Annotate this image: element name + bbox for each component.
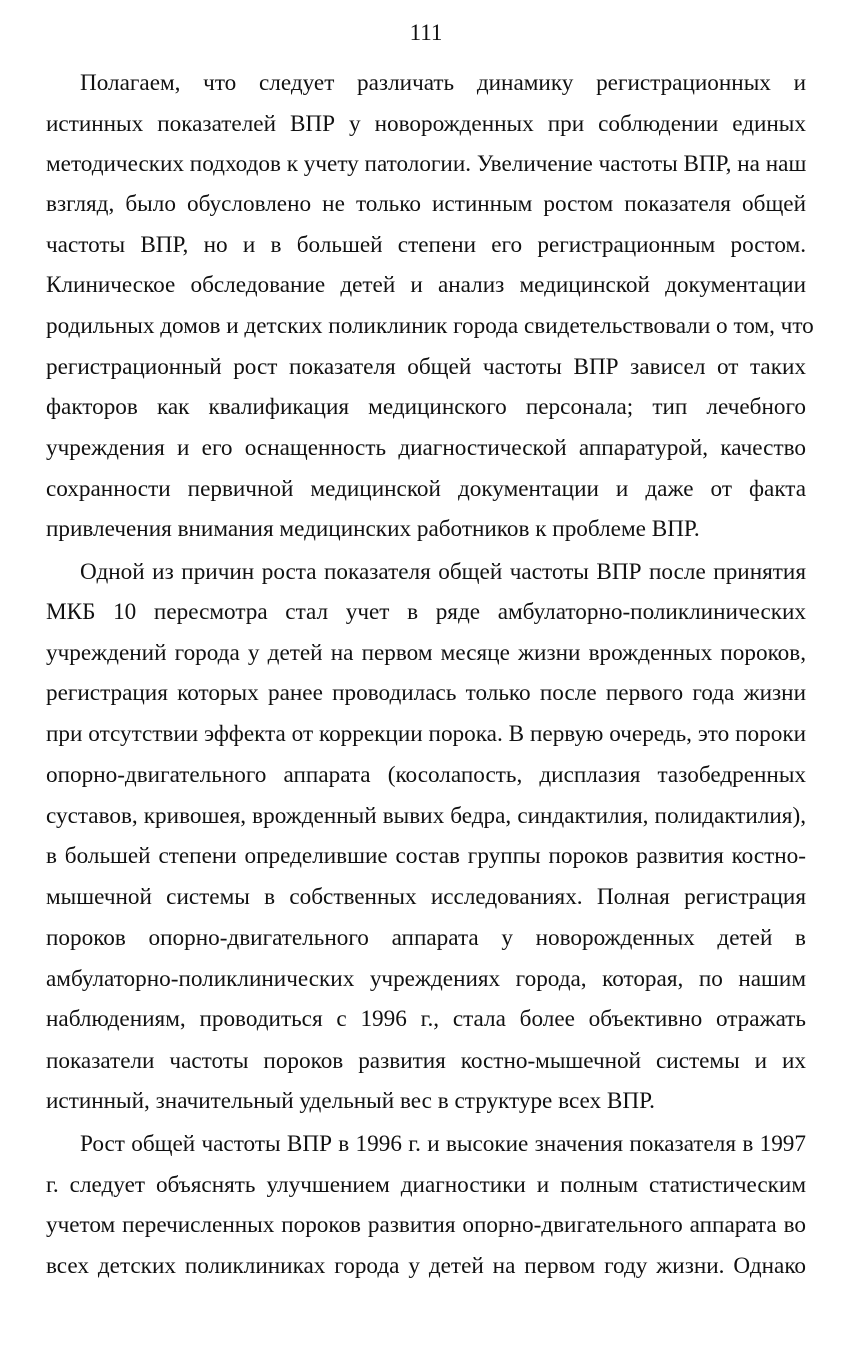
text-line: всех детских поликлиниках города у детей на первом году жизни. Однако — [46, 1253, 806, 1279]
text-line: мышечной системы в собственных исследованиях. Полная регистрация — [46, 884, 806, 910]
text-line: опорно-двигательного аппарата (косолапость, дисплазия тазобедренных — [46, 762, 806, 788]
text-line: Полагаем, что следует различать динамику регистрационных и — [80, 70, 806, 96]
text-line: в большей степени определившие состав группы пороков развития костно- — [46, 843, 806, 869]
text-line: учреждения и его оснащенность диагностической аппаратурой, качество — [46, 435, 806, 461]
text-line: амбулаторно-поликлинических учреждениях города, которая, по нашим — [46, 966, 806, 992]
text-line: факторов как квалификация медицинского персонала; тип лечебного — [46, 394, 806, 420]
text-line: привлечения внимания медицинских работников к проблеме ВПР. — [46, 516, 700, 542]
text-line: суставов, кривошея, врожденный вывих бедра, синдактилия, полидактилия), — [46, 803, 806, 829]
text-line: Одной из причин роста показателя общей частоты ВПР после принятия — [80, 559, 806, 585]
text-line: Рост общей частоты ВПР в 1996 г. и высокие значения показателя в 1997 — [80, 1131, 806, 1157]
text-line: учетом перечисленных пороков развития опорно-двигательного аппарата во — [46, 1212, 806, 1238]
text-line: пороков опорно-двигательного аппарата у новорожденных детей в — [46, 925, 806, 951]
text-line: Клиническое обследование детей и анализ медицинской документации — [46, 272, 806, 298]
text-line: учреждений города у детей на первом месяце жизни врожденных пороков, — [46, 640, 806, 666]
text-line: методических подходов к учету патологии. Увеличение частоты ВПР, на наш — [46, 151, 807, 177]
text-line: наблюдениям, проводиться с 1996 г., стала более объективно отражать — [46, 1006, 806, 1032]
text-line: частоты ВПР, но и в большей степени его регистрационным ростом. — [46, 232, 806, 258]
text-line: родильных домов и детских поликлиник города свидетельствовали о том, что — [46, 313, 814, 339]
text-line: сохранности первичной медицинской документации и даже от факта — [46, 476, 806, 502]
text-line: показатели частоты пороков развития костно-мышечной системы и их — [46, 1048, 806, 1074]
text-line: истинный, значительный удельный вес в структуре всех ВПР. — [46, 1088, 655, 1114]
text-line: г. следует объяснять улучшением диагностики и полным статистическим — [46, 1172, 806, 1198]
text-line: МКБ 10 пересмотра стал учет в ряде амбулаторно-поликлинических — [46, 599, 806, 625]
text-line: регистрация которых ранее проводилась только после первого года жизни — [46, 680, 806, 706]
text-line: при отсутствии эффекта от коррекции порока. В первую очередь, это пороки — [46, 721, 806, 747]
text-line: истинных показателей ВПР у новорожденных при соблюдении единых — [46, 111, 806, 137]
text-line: взгляд, было обусловлено не только истинным ростом показателя общей — [46, 191, 806, 217]
page-number: 111 — [409, 20, 443, 45]
text-line: регистрационный рост показателя общей частоты ВПР зависел от таких — [46, 354, 806, 380]
